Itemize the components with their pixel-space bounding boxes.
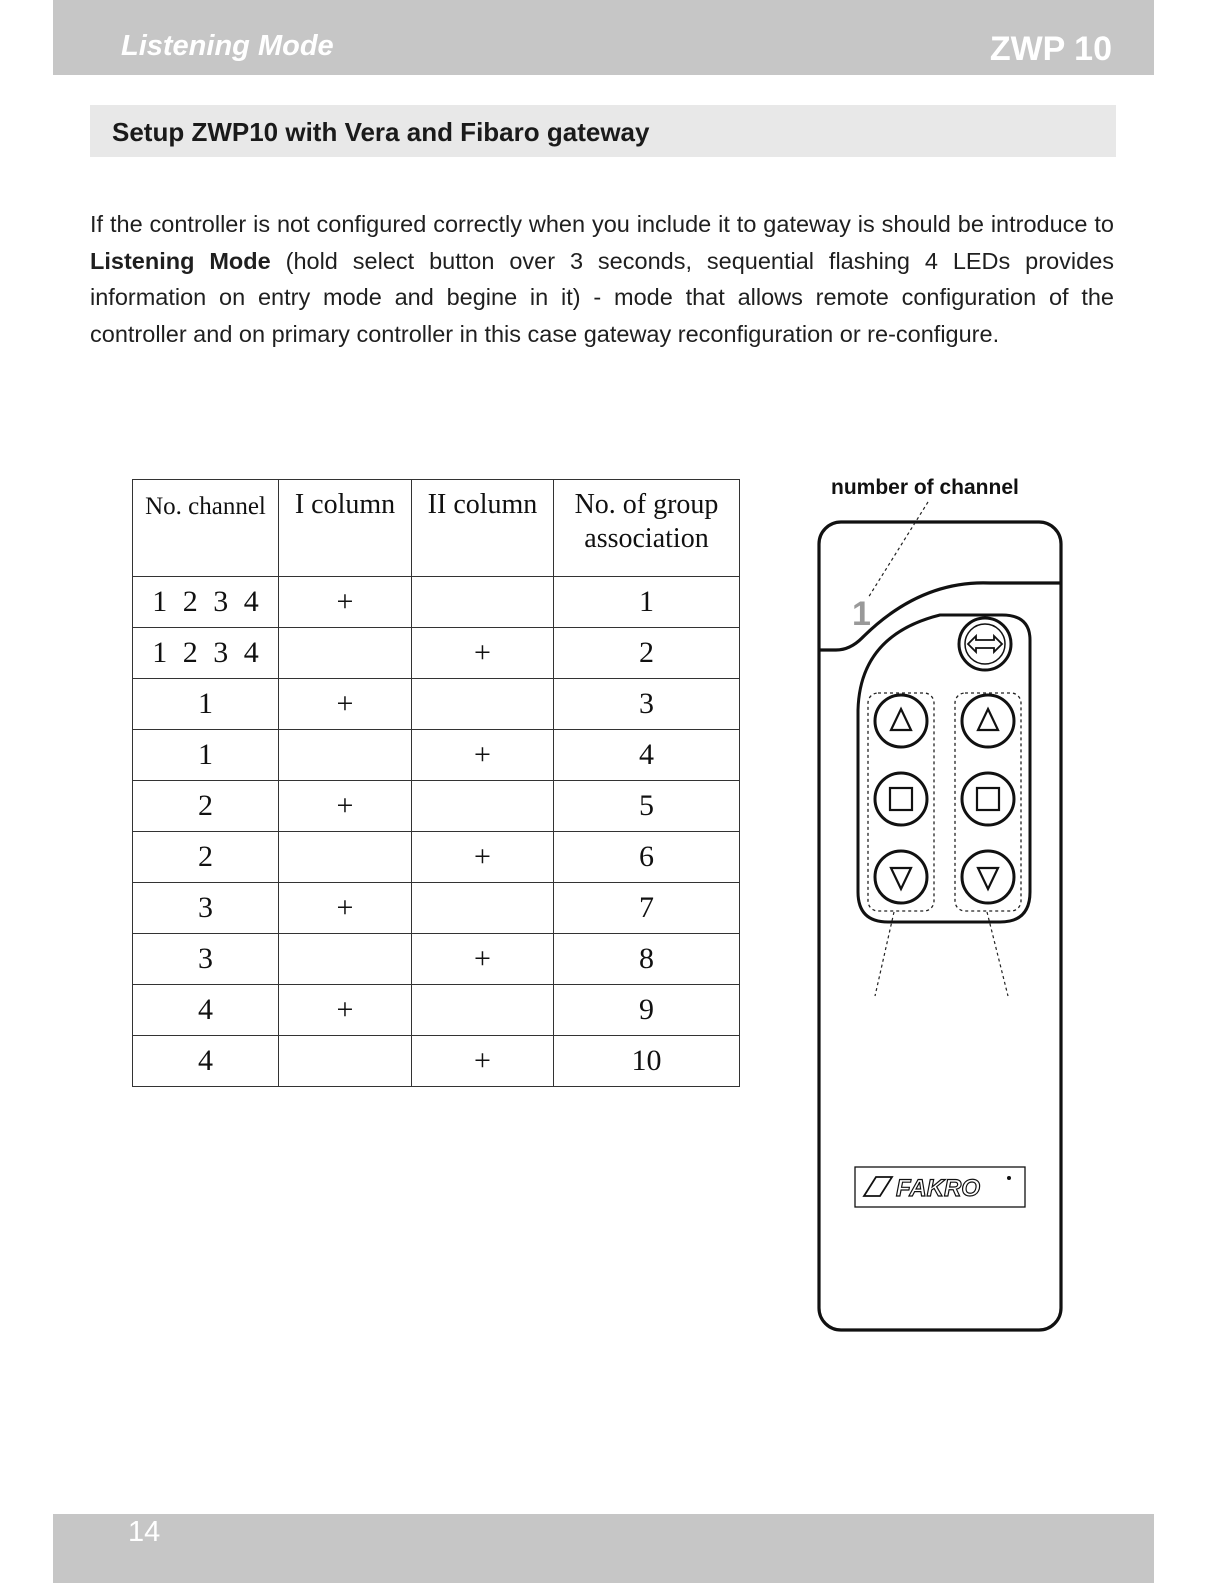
- remote-drawing: [810, 470, 1070, 1350]
- table-row: [133, 679, 740, 730]
- table-header-row: [133, 480, 740, 577]
- table-row: [133, 1036, 740, 1087]
- table-row: [133, 934, 740, 985]
- intro-text-2: (hold select button over 3 seconds, sequential flashing 4 LEDs provides information on entry mode and begine in it) - mode that allows remote configuration of the controller and on primary controller in this case gateway reconfiguration or re-configure.: [90, 247, 1115, 348]
- cell-col1: +: [279, 679, 412, 730]
- header-i-column: I column: [279, 480, 412, 577]
- cell-channel: 1 2 3 4: [133, 577, 279, 628]
- down-button-col1[interactable]: [875, 851, 927, 903]
- cell-col1: [279, 934, 412, 985]
- down-button-col2[interactable]: [962, 851, 1014, 903]
- section-heading-bar: [90, 105, 1116, 157]
- cell-group: 5: [554, 781, 740, 832]
- cell-group: 8: [554, 934, 740, 985]
- header-ii-column: II column: [412, 480, 554, 577]
- cell-col2: [412, 985, 554, 1036]
- table-row: [133, 985, 740, 1036]
- table-row: [133, 577, 740, 628]
- remote-diagram: [810, 470, 1070, 1350]
- cell-col1: +: [279, 883, 412, 934]
- cell-col2: +: [412, 934, 554, 985]
- intro-bold-term: Listening Mode: [90, 247, 271, 274]
- header-model-name: ZWP 10: [989, 30, 1112, 68]
- cell-group: 3: [554, 679, 740, 730]
- cell-col1: +: [279, 577, 412, 628]
- cell-col1: [279, 730, 412, 781]
- footer-bar: [53, 1514, 1154, 1583]
- svg-text:FAKRO: FAKRO: [896, 1175, 980, 1202]
- cell-col2: +: [412, 730, 554, 781]
- table-row: [133, 730, 740, 781]
- cell-group: 7: [554, 883, 740, 934]
- cell-group: 6: [554, 832, 740, 883]
- page-number: 14: [128, 1516, 161, 1548]
- select-button[interactable]: [959, 618, 1011, 670]
- cell-col2: +: [412, 628, 554, 679]
- intro-paragraph: [90, 206, 1114, 353]
- table-row: [133, 628, 740, 679]
- cell-col2: [412, 883, 554, 934]
- cell-col2: [412, 781, 554, 832]
- cell-col2: [412, 679, 554, 730]
- header-no-channel: No. channel: [133, 480, 279, 577]
- fakro-logo: [855, 1167, 1025, 1207]
- cell-col1: [279, 1036, 412, 1087]
- table-row: [133, 883, 740, 934]
- cell-group: 2: [554, 628, 740, 679]
- cell-channel: 4: [133, 985, 279, 1036]
- cell-channel: 1: [133, 730, 279, 781]
- cell-col1: +: [279, 985, 412, 1036]
- header-section-title: Listening Mode: [121, 30, 334, 62]
- cell-col2: +: [412, 1036, 554, 1087]
- cell-channel: 1 2 3 4: [133, 628, 279, 679]
- cell-col2: [412, 577, 554, 628]
- intro-text-1: If the controller is not configured correctly when you include it to gateway is should be introduce to: [90, 211, 1114, 237]
- cell-col1: [279, 832, 412, 883]
- cell-channel: 2: [133, 832, 279, 883]
- channel-number: 1: [852, 595, 871, 633]
- label-number-of-channel: number of channel: [831, 476, 1019, 499]
- cell-group: 10: [554, 1036, 740, 1087]
- cell-group: 9: [554, 985, 740, 1036]
- up-button-col1[interactable]: [875, 695, 927, 747]
- section-title: Setup ZWP10 with Vera and Fibaro gateway: [112, 117, 650, 147]
- cell-col1: +: [279, 781, 412, 832]
- up-button-col2[interactable]: [962, 695, 1014, 747]
- cell-channel: 3: [133, 934, 279, 985]
- cell-col2: +: [412, 832, 554, 883]
- cell-group: 4: [554, 730, 740, 781]
- stop-button-col1[interactable]: [875, 773, 927, 825]
- cell-group: 1: [554, 577, 740, 628]
- header-bar: [53, 0, 1154, 75]
- cell-channel: 1: [133, 679, 279, 730]
- table-row: [133, 832, 740, 883]
- stop-button-col2[interactable]: [962, 773, 1014, 825]
- cell-channel: 2: [133, 781, 279, 832]
- cell-channel: 3: [133, 883, 279, 934]
- cell-col1: [279, 628, 412, 679]
- cell-channel: 4: [133, 1036, 279, 1087]
- association-table: [132, 479, 740, 1087]
- table-row: [133, 781, 740, 832]
- header-group-association: No. of group association: [554, 480, 740, 577]
